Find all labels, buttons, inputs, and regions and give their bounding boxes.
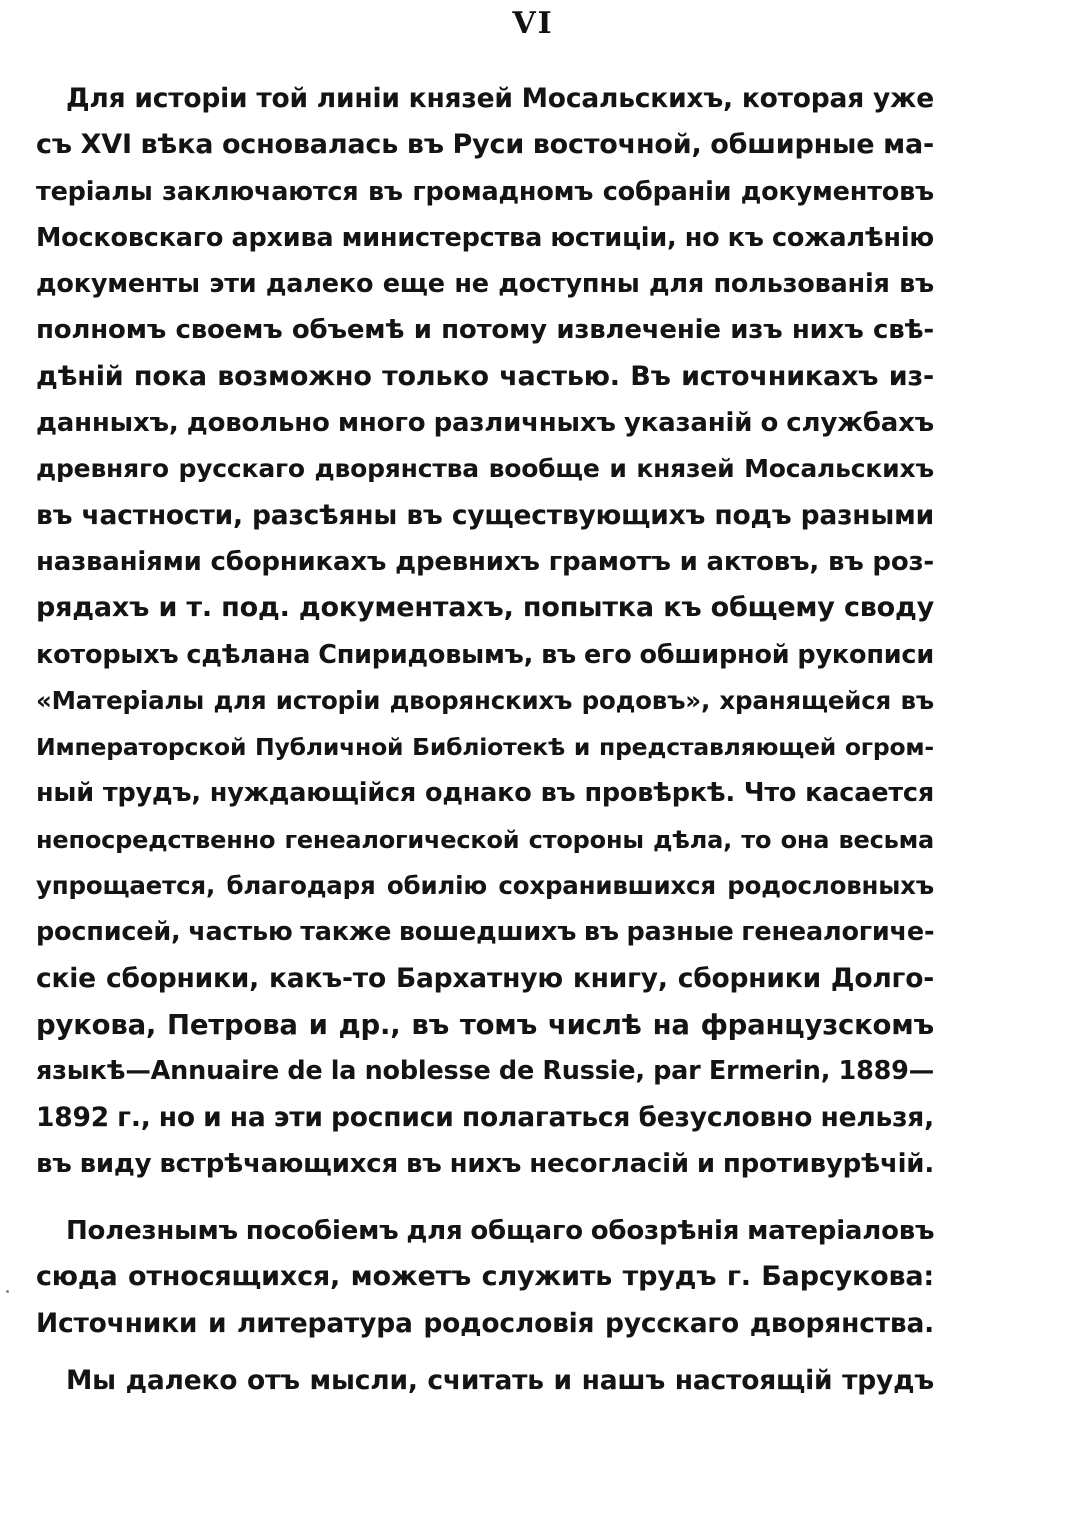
- text-line: «Матеріалы для исторіи дворянскихъ родовъ», хранящейся въ: [36, 685, 934, 715]
- text-line: рядахъ и т. под. документахъ, попытка къ общему своду: [36, 592, 934, 624]
- text-line: дѣній пока возможно только частью. Въ источникахъ из-: [36, 360, 934, 392]
- text-line: въ частности, разсѣяны въ существующихъ подъ разными: [36, 499, 934, 531]
- text-line: данныхъ, довольно много различныхъ указаній о службахъ: [36, 408, 934, 439]
- text-line: 1892 г., но и на эти росписи полагаться безусловно нельзя,: [36, 1101, 934, 1133]
- paragraph-2: [36, 1208, 934, 1347]
- text-line: Источники и литература родословія русскаго дворянства.: [36, 1307, 934, 1339]
- text-line: непосредственно генеалогической стороны дѣла, то она весьма: [36, 825, 934, 854]
- text-line: рукова, Петрова и др., въ томъ числѣ на французскомъ: [36, 1008, 934, 1041]
- text-line: упрощается, благодаря обилію сохранившихся родословныхъ: [36, 871, 934, 901]
- text-line: теріалы заключаются въ громадномъ собраніи документовъ: [36, 176, 934, 207]
- text-line: ный трудъ, нуждающійся однако въ провѣркѣ. Что касается: [36, 778, 934, 809]
- text-line: Императорской Публичной Библіотекѣ и представляющей огром-: [36, 733, 934, 762]
- page-number: VI: [512, 6, 554, 41]
- text-line: Полезнымъ пособіемъ для общаго обозрѣнія матеріаловъ: [66, 1216, 935, 1246]
- text-line: названіями сборникахъ древнихъ грамотъ и актовъ, въ роз-: [36, 546, 934, 577]
- text-line: Московскаго архива министерства юстиціи, но къ сожалѣнію: [36, 222, 934, 253]
- text-line: языкѣ—Annuaire de la noblesse de Russie, par Ermerin, 1889—: [36, 1056, 934, 1087]
- text-line: древняго русскаго дворянства вообще и князей Мосальскихъ: [36, 454, 934, 484]
- text-line: въ виду встрѣчающихся въ нихъ несогласій и противурѣчій.: [36, 1148, 934, 1179]
- text-line: скіе сборники, какъ-то Бархатную книгу, сборники Долго-: [36, 962, 934, 994]
- text-line: полномъ своемъ объемѣ и потому извлеченіе изъ нихъ свѣ-: [36, 315, 934, 346]
- text-line: росписей, частью также вошедшихъ въ разные генеалогиче-: [36, 917, 935, 948]
- text-line: Мы далеко отъ мысли, считать и нашъ настоящій трудъ: [66, 1365, 934, 1396]
- text-line: документы эти далеко еще не доступны для пользованія въ: [36, 269, 934, 300]
- text-line: сюда относящихся, можетъ служить трудъ г. Барсукова:: [36, 1261, 934, 1293]
- text-line: которыхъ сдѣлана Спиридовымъ, въ его обширной рукописи: [36, 639, 934, 670]
- text-line: съ XVI вѣка основалась въ Руси восточной, обширные ма-: [36, 129, 934, 161]
- paragraph-1: [36, 76, 934, 1187]
- margin-speck: [6, 1290, 9, 1293]
- text-line: Для исторіи той линіи князей Мосальскихъ, которая уже: [66, 83, 934, 114]
- paragraph-3: [36, 1358, 934, 1404]
